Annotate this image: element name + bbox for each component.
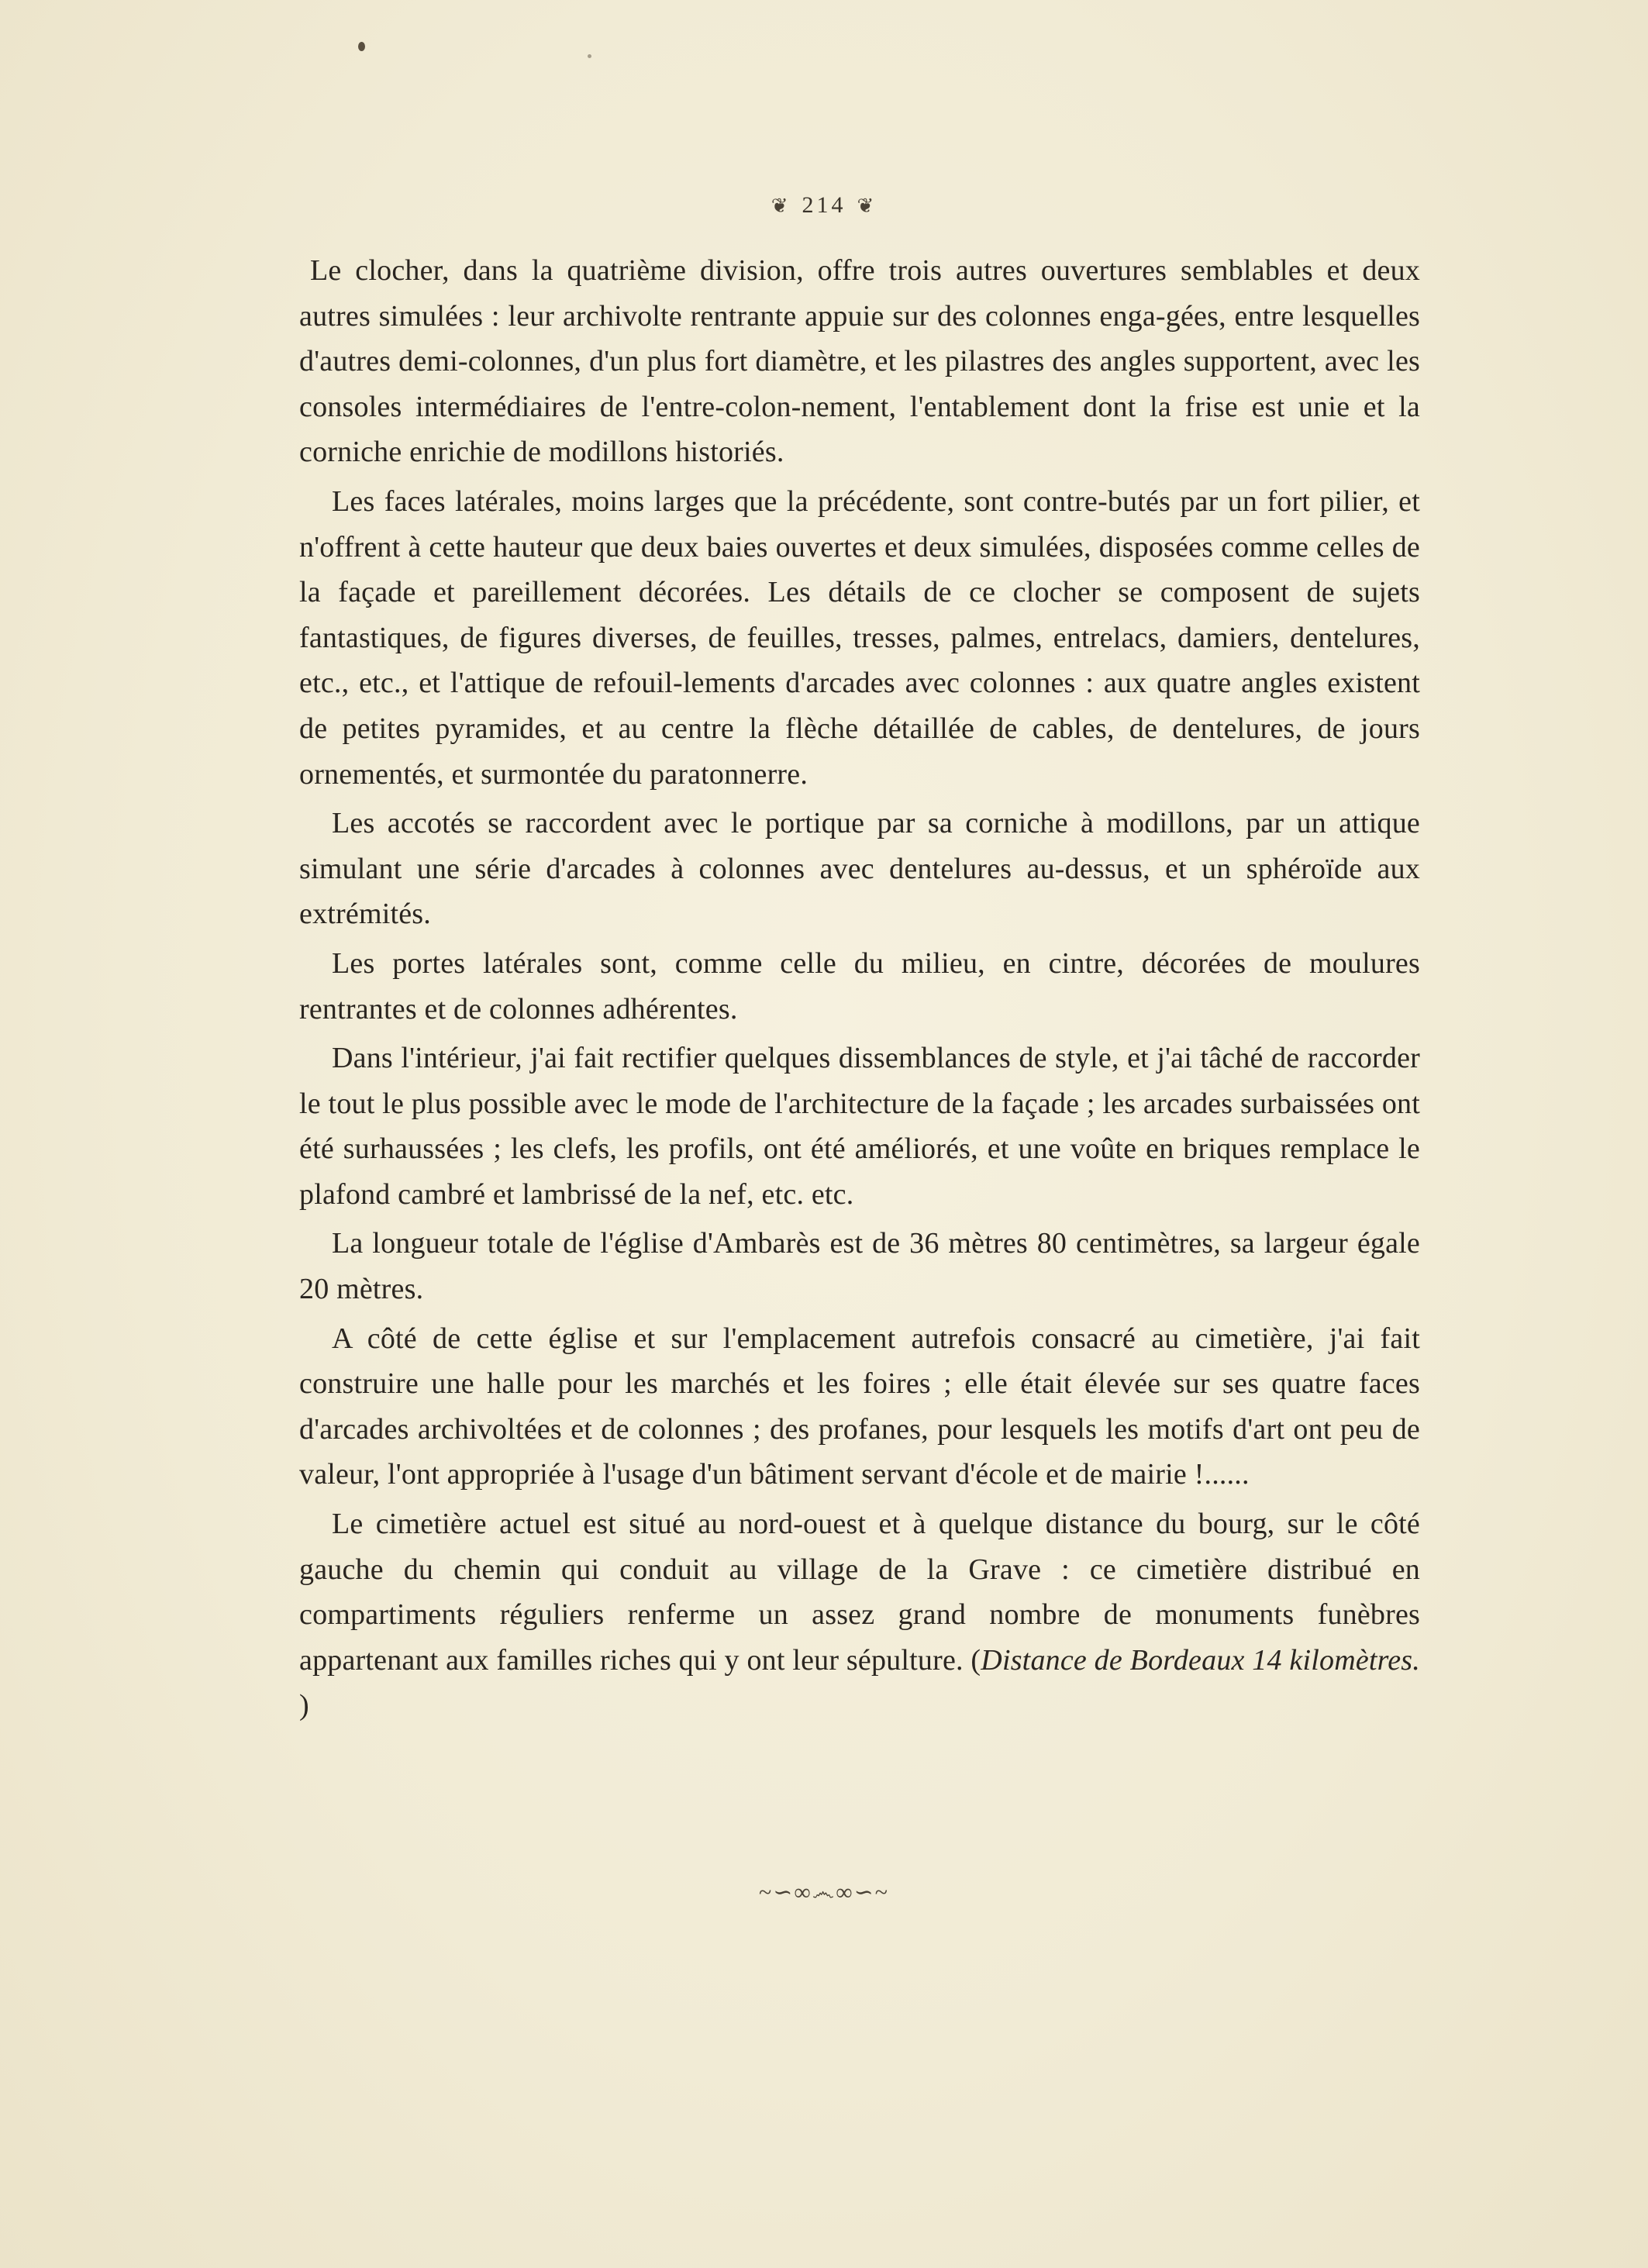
- header-ornament-left-icon: ❦: [771, 195, 791, 217]
- body-text: [299, 248, 1420, 1729]
- ink-speck: [358, 42, 365, 51]
- paragraph: Le clocher, dans la quatrième division, offre trois autres ouvertures semblables et deux autres simulées : leur archivolte rentrante appuie sur des colonnes enga-gées, entre lesquelles d'autres demi-colonnes, d'un plus fort diamètre, et les pilastres des angles supportent, avec les consoles intermédiaires de l'entre-colon-nement, l'entablement dont la frise est unie et la corniche enrichie de modillons historiés.: [299, 254, 1420, 469]
- open-paren: (: [963, 1643, 981, 1677]
- ink-speck: [588, 54, 591, 58]
- distance-note: Distance de Bordeaux 14 kilomètres.: [981, 1643, 1420, 1677]
- paragraph: Dans l'intérieur, j'ai fait rectifier quelques dissemblances de style, et j'ai tâché de raccorder le tout le plus possible avec le mode de l'architecture de la façade ; les arcades surbaissées ont été surhaussées ; les clefs, les profils, ont été améliorés, et une voûte en briques remplace le plafond cambré et lambrissé de la nef, etc. etc.: [299, 1042, 1420, 1211]
- header-ornament-right-icon: ❦: [857, 195, 877, 217]
- last-paragraph: [299, 1501, 1420, 1729]
- page-header: [0, 192, 1648, 219]
- paragraph: A côté de cette église et sur l'emplacement autrefois consacré au cimetière, j'ai fait construire une halle pour les marchés et les foires ; elle était élevée sur ses quatre faces d'arcades archivoltées et de colonnes ; des profanes, pour lesquels les motifs d'art ont peu de valeur, l'ont appropriée à l'usage d'un bâtiment servant d'école et de mairie !......: [299, 1322, 1420, 1491]
- paragraph: La longueur totale de l'église d'Ambarès est de 36 mètres 80 centimètres, sa largeur égale 20 mètres.: [299, 1227, 1420, 1306]
- paragraph: Les portes latérales sont, comme celle du milieu, en cintre, décorées de moulures rentrantes et de colonnes adhérentes.: [299, 946, 1420, 1025]
- paragraph: Les faces latérales, moins larges que la précédente, sont contre-butés par un fort pilier, et n'offrent à cette hauteur que deux baies ouvertes et deux simulées, disposées comme celles de la façade et pareillement décorées. Les détails de ce clocher se composent de sujets fantastiques, de figures diverses, de feuilles, tresses, palmes, entrelacs, damiers, dentelures, etc., etc., et l'attique de refouil-lements d'arcades avec colonnes : aux quatre angles existent de petites pyramides, et au centre la flèche détaillée de cables, de dentelures, de jours ornementés, et surmontée du paratonnerre.: [299, 484, 1420, 791]
- paragraph-text: Le cimetière actuel est situé au nord-ouest et à quelque distance du bourg, sur le côté gauche du chemin qui conduit au village de la Grave : ce cimetière distribué en compartiments réguliers renferme un assez grand nombre de monuments funèbres appartenant aux familles riches qui y ont leur sépulture.: [299, 1508, 1420, 1677]
- paragraph: Les accotés se raccordent avec le portique par sa corniche à modillons, par un attique simulant une série d'arcades à colonnes avec dentelures au-dessus, et un sphéroïde aux extrémités.: [299, 807, 1420, 931]
- page-number: 214: [802, 192, 846, 218]
- close-paren: ): [299, 1689, 309, 1722]
- tailpiece-ornament-icon: ~∽∞෴∞∽~: [759, 1880, 889, 1905]
